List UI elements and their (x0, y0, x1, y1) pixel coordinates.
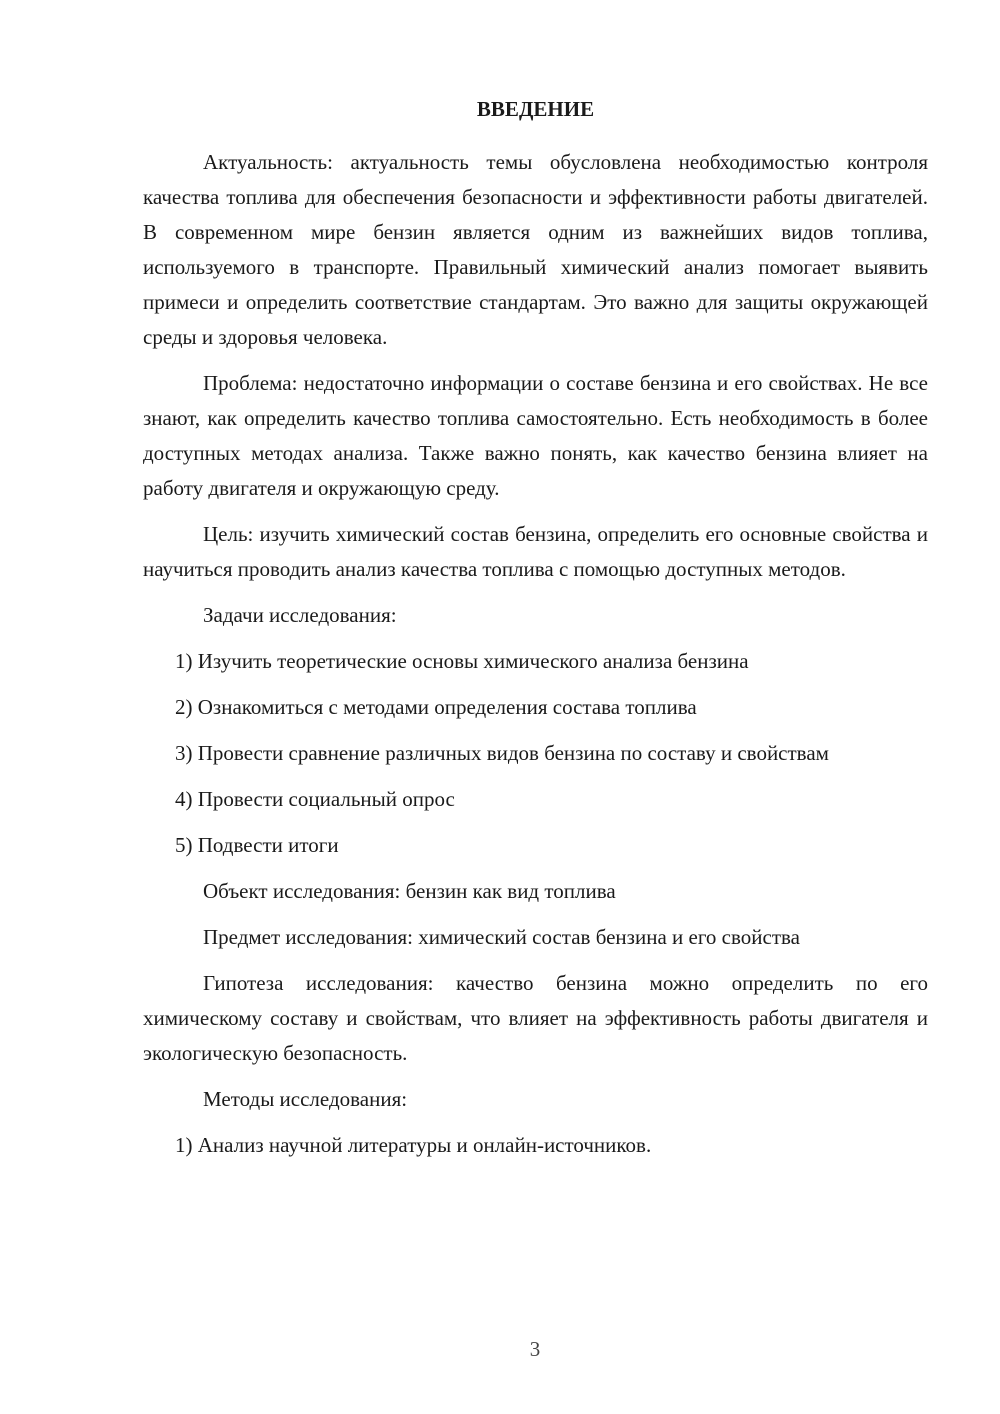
research-subject: Предмет исследования: химический состав бензина и его свойства (203, 925, 800, 949)
task-item-5: 5) Подвести итоги (175, 833, 339, 857)
task-item-3: 3) Провести сравнение различных видов бензина по составу и свойствам (175, 741, 829, 765)
goal-paragraph: Цель: изучить химический состав бензина, определить его основные свойства и научиться проводить анализ качества топлива с помощью доступных методов. (143, 522, 928, 581)
methods-label: Методы исследования: (203, 1087, 408, 1111)
document-body (143, 92, 928, 1174)
research-hypothesis: Гипотеза исследования: качество бензина можно определить по его химическому составу и свойствам, что влияет на эффективность работы двигателя и экологическую безопасность. (143, 971, 928, 1065)
task-item-1: 1) Изучить теоретические основы химического анализа бензина (175, 649, 749, 673)
tasks-label: Задачи исследования: (203, 603, 397, 627)
problem-paragraph: Проблема: недостаточно информации о составе бензина и его свойствах. Не все знают, как определить качество топлива самостоятельно. Есть необходимость в более доступных методах анализа. Также важно понять, как качество бензина влияет на работу двигателя и окружающую среду. (143, 371, 928, 500)
task-item-4: 4) Провести социальный опрос (175, 787, 455, 811)
task-item-2: 2) Ознакомиться с методами определения состава топлива (175, 695, 697, 719)
method-item-1: 1) Анализ научной литературы и онлайн-источников. (175, 1133, 652, 1157)
page-title: ВВЕДЕНИЕ (476, 97, 595, 121)
page-number: 3 (529, 1337, 541, 1361)
relevance-paragraph: Актуальность: актуальность темы обусловлена необходимостью контроля качества топлива для обеспечения безопасности и эффективности работы двигателей. В современном мире бензин является одним из важнейших видов топлива, используемого в транспорте. Правильный химический анализ помогает выявить примеси и определить соответствие стандартам. Это важно для защиты окружающей среды и здоровья человека. (143, 150, 928, 349)
research-object: Объект исследования: бензин как вид топлива (203, 879, 616, 903)
